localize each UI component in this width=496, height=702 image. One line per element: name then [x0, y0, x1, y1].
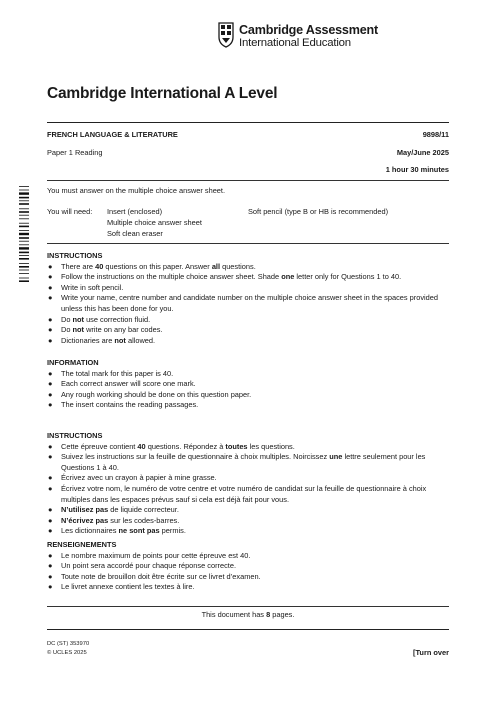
- list-item: [47, 390, 457, 401]
- list-item-text: [61, 442, 457, 453]
- text-segment: permis.: [159, 526, 186, 536]
- vertical-barcode: [19, 186, 29, 282]
- list-item: [47, 561, 457, 572]
- bullet-icon: ●: [48, 473, 53, 483]
- section-heading: INSTRUCTIONS: [47, 251, 103, 260]
- bullet-icon: ●: [48, 550, 53, 560]
- emphasis-text: ne sont pas: [118, 526, 160, 536]
- bullet-icon: ●: [48, 325, 53, 335]
- section-heading: INSTRUCTIONS: [47, 431, 103, 440]
- exam-duration: 1 hour 30 minutes: [385, 165, 449, 174]
- footer-top-rule: [47, 606, 449, 607]
- text-segment: The total mark for this paper is 40.: [61, 368, 174, 378]
- bullet-icon: ●: [48, 441, 53, 451]
- text-segment: Écrivez votre nom, le numéro de votre centre et votre numéro de candidat sur la feuille de questionnaire à choix multiples dans les espaces prévus sauf si cela est déjà fait pour vous.: [61, 483, 427, 504]
- header-bottom-rule: [47, 180, 449, 181]
- text-segment: questions. Répondez à: [145, 441, 226, 451]
- text-segment: Write your name, centre number and candidate number on the multiple choice answer sheet in the spaces provided unless this has been done for you.: [61, 293, 438, 313]
- bullet-icon: ●: [48, 483, 53, 493]
- emphasis-text: one: [281, 272, 295, 282]
- copyright: © UCLES 2025: [47, 650, 87, 656]
- list-item-text: [61, 390, 457, 401]
- emphasis-text: all: [211, 261, 221, 271]
- text-segment: Dictionaries are: [61, 335, 115, 345]
- list-item: [47, 262, 457, 273]
- instructions-english: [47, 251, 457, 346]
- text-segment: letter only for Questions 1 to 40.: [294, 272, 402, 282]
- text-segment: Each correct answer will score one mark.: [61, 379, 196, 389]
- list-item: [47, 400, 457, 411]
- logo-line1: Cambridge Assessment: [239, 23, 379, 37]
- bullet-icon: ●: [48, 314, 53, 324]
- bullet-icon: ●: [48, 561, 53, 571]
- footer-bottom-rule: [47, 629, 449, 630]
- list-item-text: [61, 505, 457, 516]
- page-count-number: 8: [266, 610, 271, 619]
- text-segment: questions.: [220, 261, 256, 271]
- text-segment: Cette épreuve contient: [61, 441, 138, 451]
- bullet-icon: ●: [48, 379, 53, 389]
- text-segment: de liquide correcteur.: [108, 505, 179, 515]
- turn-over: [Turn over: [413, 648, 449, 657]
- text-segment: Le nombre maximum de points pour cette épreuve est 40.: [61, 550, 251, 560]
- bullet-icon: ●: [48, 368, 53, 378]
- list-item: [47, 283, 457, 294]
- need-item-eraser: Soft clean eraser: [107, 229, 163, 238]
- bullet-icon: ●: [48, 452, 53, 462]
- bullet-icon: ●: [48, 505, 53, 515]
- emphasis-text: not: [72, 325, 85, 335]
- instructions-french: [47, 431, 457, 537]
- list-item: [47, 379, 457, 390]
- list-item-text: [61, 315, 457, 326]
- page-count: [0, 610, 496, 621]
- bullet-icon: ●: [48, 389, 53, 399]
- list-item: [47, 369, 457, 380]
- emphasis-text: toutes: [225, 441, 248, 451]
- subject-name: FRENCH LANGUAGE & LITERATURE: [47, 130, 178, 139]
- need-item-insert: Insert (enclosed): [107, 207, 163, 216]
- text-segment: write on any bar codes.: [84, 325, 163, 335]
- list-item-text: [61, 561, 457, 572]
- emphasis-text: N’écrivez pas: [61, 515, 109, 525]
- document-reference: DC (ST) 353970: [47, 641, 90, 647]
- syllabus-code: 9898/11: [422, 130, 449, 139]
- list-item-text: [61, 272, 457, 283]
- bullet-icon: ●: [48, 272, 53, 282]
- list-item: [47, 505, 457, 516]
- needs-bottom-rule: [47, 243, 449, 244]
- bullet-icon: ●: [48, 582, 53, 592]
- text-segment: There are: [61, 261, 96, 271]
- bullet-icon: ●: [48, 400, 53, 410]
- list-item-text: [61, 572, 457, 583]
- bullet-icon: ●: [48, 526, 53, 536]
- list-item-text: [61, 283, 457, 294]
- text-segment: Le livret annexe contient les textes à lire.: [61, 582, 195, 592]
- list-item: [47, 315, 457, 326]
- renseignements-section: [47, 540, 457, 593]
- list-item-text: [61, 484, 457, 505]
- logo-line2: International Education: [239, 37, 351, 49]
- list-item-text: [61, 369, 457, 380]
- text-segment: questions on this paper. Answer: [103, 261, 212, 271]
- text-segment: Suivez les instructions sur la feuille de questionnaire à choix multiples. Noircissez: [61, 452, 330, 462]
- answer-note: You must answer on the multiple choice answer sheet.: [47, 186, 226, 195]
- information-section: [47, 358, 457, 411]
- list-item: [47, 293, 457, 314]
- need-item-pencil: Soft pencil (type B or HB is recommended): [248, 207, 389, 216]
- list-item: [47, 442, 457, 453]
- emphasis-text: not: [72, 314, 85, 324]
- text-segment: sur les codes-barres.: [108, 515, 180, 525]
- list-item-text: [61, 473, 457, 484]
- text-segment: Toute note de brouillon doit être écrite sur ce livret d’examen.: [61, 571, 261, 581]
- list-item: [47, 325, 457, 336]
- list-item: [47, 572, 457, 583]
- list-item-text: [61, 293, 457, 314]
- list-item: [47, 336, 457, 347]
- bullet-icon: ●: [48, 515, 53, 525]
- emphasis-text: 40: [137, 441, 146, 451]
- bullet-icon: ●: [48, 335, 53, 345]
- text-segment: Any rough working should be done on this question paper.: [61, 389, 252, 399]
- page-count-suffix: pages.: [270, 610, 295, 619]
- need-item-answer-sheet: Multiple choice answer sheet: [107, 218, 202, 227]
- text-segment: Follow the instructions on the multiple choice answer sheet. Shade: [61, 272, 282, 282]
- list-item-text: [61, 262, 457, 273]
- list-item: [47, 526, 457, 537]
- crest-icon: [218, 22, 234, 48]
- section-heading: RENSEIGNEMENTS: [47, 540, 117, 549]
- text-segment: use correction fluid.: [84, 314, 151, 324]
- list-item: [47, 272, 457, 283]
- list-item-text: [61, 516, 457, 527]
- list-item-text: [61, 325, 457, 336]
- bullet-icon: ●: [48, 282, 53, 292]
- text-segment: Les dictionnaires: [61, 526, 119, 536]
- text-segment: Do: [61, 325, 73, 335]
- list-item-text: [61, 551, 457, 562]
- exam-session: May/June 2025: [396, 148, 449, 157]
- emphasis-text: 40: [95, 261, 104, 271]
- text-segment: Écrivez avec un crayon à papier à mine grasse.: [61, 473, 217, 483]
- list-item-text: [61, 582, 457, 593]
- list-item: [47, 516, 457, 527]
- emphasis-text: not: [114, 335, 126, 345]
- text-segment: Write in soft pencil.: [61, 282, 124, 292]
- list-item: [47, 473, 457, 484]
- list-item-text: [61, 336, 457, 347]
- list-item-text: [61, 526, 457, 537]
- text-segment: Do: [61, 314, 73, 324]
- header-top-rule: [47, 122, 449, 123]
- text-segment: Un point sera accordé pour chaque réponse correcte.: [61, 561, 237, 571]
- cambridge-logo: [218, 22, 450, 52]
- emphasis-text: une: [329, 452, 343, 462]
- text-segment: lettre seulement pour les Questions 1 à 40.: [61, 452, 426, 472]
- bullet-icon: ●: [48, 293, 53, 303]
- text-segment: les questions.: [247, 441, 295, 451]
- list-item-text: [61, 452, 457, 473]
- you-will-need-label: You will need:: [47, 207, 93, 216]
- page-title: Cambridge International A Level: [47, 85, 278, 102]
- text-segment: The insert contains the reading passages.: [61, 400, 199, 410]
- paper-name: Paper 1 Reading: [47, 148, 103, 157]
- bullet-icon: ●: [48, 261, 53, 271]
- section-heading: INFORMATION: [47, 358, 99, 367]
- list-item: [47, 551, 457, 562]
- bullet-icon: ●: [48, 571, 53, 581]
- list-item: [47, 452, 457, 473]
- list-item-text: [61, 400, 457, 411]
- list-item: [47, 582, 457, 593]
- page-count-prefix: This document has: [201, 610, 267, 619]
- list-item: [47, 484, 457, 505]
- list-item-text: [61, 379, 457, 390]
- text-segment: allowed.: [125, 335, 156, 345]
- emphasis-text: N’utilisez pas: [61, 505, 109, 515]
